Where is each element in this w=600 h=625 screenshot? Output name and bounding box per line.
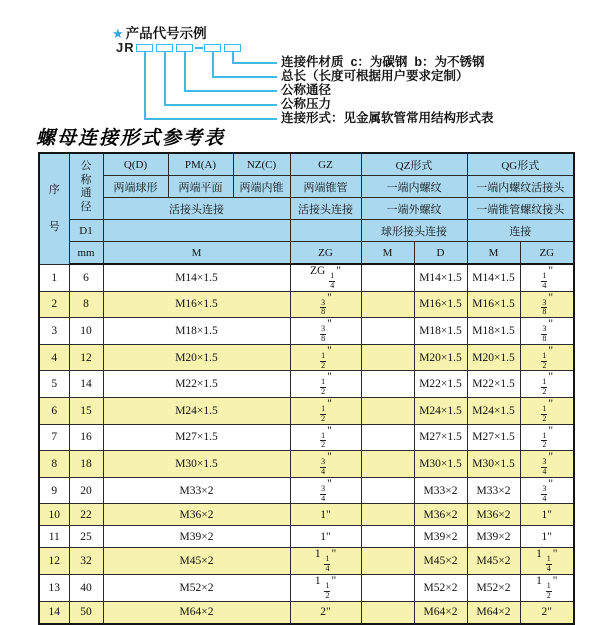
header-cell: 球形接头连接: [361, 220, 467, 242]
data-cell: 16: [69, 424, 103, 451]
header-cell: 两端球形: [103, 176, 168, 198]
header-cell: 公 称 通 径: [69, 153, 103, 220]
data-cell: M27×1.5: [467, 424, 520, 451]
data-cell: 12: [39, 548, 69, 575]
data-cell: M20×1.5: [467, 344, 520, 371]
data-cell: M27×1.5: [414, 424, 467, 451]
header-row: [39, 176, 574, 198]
header-cell: 连接: [467, 220, 574, 242]
data-cell: 6: [69, 264, 103, 291]
data-cell: [361, 574, 414, 601]
data-cell: M22×1.5: [103, 371, 290, 398]
data-cell: $\frac{1}{2}$ ": [520, 424, 574, 451]
header-row: [39, 153, 574, 176]
table-row: [39, 291, 574, 318]
data-cell: [361, 344, 414, 371]
data-cell: [361, 397, 414, 424]
header-row: [39, 220, 574, 242]
table-row: [39, 504, 574, 526]
data-cell: [361, 477, 414, 504]
data-cell: M45×2: [103, 548, 290, 575]
data-cell: M14×1.5: [467, 264, 520, 291]
data-cell: 1 $\frac{1}{2}$ ": [290, 574, 361, 601]
data-cell: 1 $\frac{1}{4}$ ": [290, 548, 361, 575]
data-cell: M14×1.5: [103, 264, 290, 291]
table-row: [39, 548, 574, 575]
header-cell: D: [414, 242, 467, 265]
data-cell: M64×2: [467, 601, 520, 624]
data-cell: 18: [69, 451, 103, 478]
data-cell: 6: [39, 397, 69, 424]
fraction: $\frac{1}{2}$: [321, 350, 326, 370]
diagram-label: 公称压力: [281, 97, 332, 111]
data-cell: 5: [39, 371, 69, 398]
table-row: [39, 451, 574, 478]
data-cell: M39×2: [467, 526, 520, 548]
data-cell: $\frac{1}{4}$ ": [520, 264, 574, 291]
data-cell: $\frac{3}{8}$ ": [290, 318, 361, 345]
table-row: [39, 601, 574, 624]
fraction: $\frac{1}{2}$: [542, 350, 547, 370]
fraction: $\frac{1}{2}$: [546, 580, 551, 600]
data-cell: 25: [69, 526, 103, 548]
connector-line-vertical: [232, 52, 234, 62]
data-cell: $\frac{1}{2}$ ": [290, 397, 361, 424]
header-cell: D1: [69, 220, 103, 242]
diagram-label: 连接形式：见金属软管常用结构形式表: [281, 111, 494, 125]
data-cell: 40: [69, 574, 103, 601]
data-cell: M52×2: [467, 574, 520, 601]
table-row: [39, 318, 574, 345]
data-cell: 12: [69, 344, 103, 371]
data-cell: [361, 548, 414, 575]
header-cell: [290, 220, 361, 242]
header-cell: 一端内螺纹: [361, 176, 467, 198]
data-cell: $\frac{1}{2}$ ": [290, 424, 361, 451]
header-cell: NZ(C): [233, 153, 290, 176]
data-cell: $\frac{3}{4}$ ": [520, 451, 574, 478]
data-cell: M36×2: [414, 504, 467, 526]
data-cell: M18×1.5: [414, 318, 467, 345]
fraction: $\frac{3}{4}$: [321, 457, 326, 476]
data-cell: M22×1.5: [467, 371, 520, 398]
data-cell: 3: [39, 318, 69, 345]
data-cell: 13: [39, 574, 69, 601]
table-row: [39, 526, 574, 548]
header-cell: 两端锥管: [290, 176, 361, 198]
data-cell: $\frac{3}{4}$ ": [290, 451, 361, 478]
connector-line-vertical: [184, 52, 186, 90]
data-cell: M36×2: [103, 504, 290, 526]
data-cell: 1 $\frac{1}{4}$ ": [520, 548, 574, 575]
data-cell: 1": [290, 504, 361, 526]
header-cell: QG形式: [467, 153, 574, 176]
data-cell: M18×1.5: [103, 318, 290, 345]
diagram-heading: [112, 22, 207, 42]
data-cell: M30×1.5: [467, 451, 520, 478]
data-cell: M36×2: [467, 504, 520, 526]
header-cell: QZ形式: [361, 153, 467, 176]
data-cell: M64×2: [103, 601, 290, 624]
header-cell: M: [467, 242, 520, 265]
data-cell: M33×2: [103, 477, 290, 504]
data-cell: $\frac{3}{4}$ ": [520, 477, 574, 504]
fraction: $\frac{1}{2}$: [321, 430, 326, 450]
fraction: $\frac{3}{8}$: [542, 297, 547, 317]
data-cell: $\frac{3}{8}$ ": [520, 318, 574, 345]
fraction: $\frac{1}{4}$: [325, 554, 330, 574]
data-cell: M20×1.5: [414, 344, 467, 371]
fraction: $\frac{3}{4}$: [542, 457, 547, 476]
fraction: $\frac{1}{2}$: [542, 377, 547, 397]
data-cell: 1": [290, 526, 361, 548]
diagram-label: 总长（长度可根据用户要求定制）: [281, 69, 469, 83]
data-cell: M39×2: [103, 526, 290, 548]
data-cell: [361, 264, 414, 291]
data-cell: 2": [520, 601, 574, 624]
fraction: $\frac{1}{4}$: [546, 554, 551, 574]
data-cell: M16×1.5: [467, 291, 520, 318]
data-cell: 14: [69, 371, 103, 398]
data-cell: M27×1.5: [103, 424, 290, 451]
header-cell: M: [361, 242, 414, 265]
data-cell: M24×1.5: [103, 397, 290, 424]
table-row: [39, 264, 574, 291]
data-cell: 10: [69, 318, 103, 345]
diagram-title: 产品代号示例: [125, 26, 207, 41]
fraction: $\frac{3}{4}$: [321, 483, 326, 503]
header-cell: Q(D): [103, 153, 168, 176]
data-cell: M24×1.5: [414, 397, 467, 424]
data-cell: $\frac{3}{4}$ ": [290, 477, 361, 504]
header-row: [39, 198, 574, 220]
data-cell: 11: [39, 526, 69, 548]
header-cell: ZG: [520, 242, 574, 265]
header-cell: GZ: [290, 153, 361, 176]
data-cell: ZG $\frac{1}{4}$ ": [290, 264, 361, 291]
fraction: $\frac{3}{4}$: [542, 483, 547, 503]
data-cell: M52×2: [414, 574, 467, 601]
data-cell: M39×2: [414, 526, 467, 548]
data-cell: $\frac{1}{2}$ ": [520, 371, 574, 398]
product-code-prefix: JR: [116, 40, 135, 55]
header-cell: M: [103, 242, 290, 265]
data-cell: 7: [39, 424, 69, 451]
data-cell: [361, 424, 414, 451]
data-cell: M33×2: [414, 477, 467, 504]
connector-line-horizontal: [184, 90, 277, 92]
code-box: [204, 44, 221, 52]
data-cell: M16×1.5: [103, 291, 290, 318]
data-cell: 20: [69, 477, 103, 504]
data-cell: [361, 291, 414, 318]
header-cell: 活接头连接: [290, 198, 361, 220]
data-cell: M30×1.5: [414, 451, 467, 478]
connector-line-horizontal: [164, 104, 277, 106]
table-title: 螺母连接形式参考表: [36, 127, 226, 149]
header-cell: 活接头连接: [103, 198, 290, 220]
data-cell: M33×2: [467, 477, 520, 504]
header-cell: 一端锥管螺纹接头: [467, 198, 574, 220]
connector-line-horizontal: [212, 76, 277, 78]
data-cell: M45×2: [467, 548, 520, 575]
data-cell: [361, 318, 414, 345]
table-row: [39, 397, 574, 424]
code-box: [176, 44, 193, 52]
header-cell: 一端外螺纹: [361, 198, 467, 220]
header-cell: 一端内螺纹活接头: [467, 176, 574, 198]
table-body: [39, 264, 574, 624]
table-row: [39, 574, 574, 601]
data-cell: $\frac{1}{2}$ ": [520, 344, 574, 371]
data-cell: M64×2: [414, 601, 467, 624]
code-box: [136, 44, 153, 52]
data-cell: 1": [520, 504, 574, 526]
data-cell: $\frac{3}{8}$ ": [520, 291, 574, 318]
data-cell: 2": [290, 601, 361, 624]
fraction: $\frac{3}{8}$: [321, 297, 326, 317]
data-cell: 9: [39, 477, 69, 504]
data-cell: 2: [39, 291, 69, 318]
table-row: [39, 477, 574, 504]
data-cell: [361, 451, 414, 478]
data-cell: $\frac{1}{2}$ ": [290, 371, 361, 398]
data-cell: 1 $\frac{1}{2}$ ": [520, 574, 574, 601]
header-cell: PM(A): [168, 153, 233, 176]
data-cell: 4: [39, 344, 69, 371]
diagram-label: 连接件材质 c：为碳钢 b：为不锈钢: [281, 55, 485, 69]
data-cell: [361, 504, 414, 526]
code-dash: [195, 47, 203, 49]
fraction: $\frac{1}{2}$: [542, 403, 547, 423]
table-row: [39, 424, 574, 451]
data-cell: 1: [39, 264, 69, 291]
fraction: $\frac{1}{2}$: [542, 430, 547, 450]
star-icon: ★: [112, 26, 124, 41]
data-cell: 1": [520, 526, 574, 548]
table-row: [39, 371, 574, 398]
table-header: [39, 153, 574, 264]
data-cell: M20×1.5: [103, 344, 290, 371]
data-cell: [361, 371, 414, 398]
code-box: [224, 44, 241, 52]
connector-line-vertical: [212, 52, 214, 76]
data-cell: 14: [39, 601, 69, 624]
header-cell: 序 号: [39, 153, 69, 264]
data-cell: M16×1.5: [414, 291, 467, 318]
data-cell: M52×2: [103, 574, 290, 601]
table-row: [39, 344, 574, 371]
data-cell: M30×1.5: [103, 451, 290, 478]
data-cell: 8: [39, 451, 69, 478]
data-cell: $\frac{3}{8}$ ": [290, 291, 361, 318]
data-cell: $\frac{1}{2}$ ": [290, 344, 361, 371]
diagram-label: 公称通径: [281, 83, 332, 97]
data-cell: [361, 526, 414, 548]
data-cell: M45×2: [414, 548, 467, 575]
reference-table: [38, 152, 575, 625]
fraction: $\frac{1}{4}$: [542, 271, 547, 290]
data-cell: 22: [69, 504, 103, 526]
header-cell: ZG: [290, 242, 361, 265]
fraction: $\frac{1}{2}$: [321, 377, 326, 397]
fraction: $\frac{1}{2}$: [325, 580, 330, 600]
data-cell: $\frac{1}{2}$ ": [520, 397, 574, 424]
data-cell: 32: [69, 548, 103, 575]
fraction: $\frac{1}{2}$: [321, 403, 326, 423]
data-cell: 10: [39, 504, 69, 526]
data-cell: [361, 601, 414, 624]
fraction: $\frac{1}{4}$: [330, 271, 335, 290]
data-cell: 50: [69, 601, 103, 624]
header-cell: [103, 220, 290, 242]
header-row: [39, 242, 574, 265]
header-cell: 两端平面: [168, 176, 233, 198]
connector-line-vertical: [144, 52, 146, 118]
data-cell: M14×1.5: [414, 264, 467, 291]
connector-line-horizontal: [144, 118, 277, 120]
code-box: [156, 44, 173, 52]
data-cell: 8: [69, 291, 103, 318]
fraction: $\frac{3}{8}$: [542, 324, 547, 343]
header-cell: 两端内锥: [233, 176, 290, 198]
fraction: $\frac{3}{8}$: [321, 324, 326, 343]
connector-line-horizontal: [232, 62, 277, 64]
data-cell: 15: [69, 397, 103, 424]
header-cell: mm: [69, 242, 103, 265]
data-cell: M24×1.5: [467, 397, 520, 424]
connector-line-vertical: [164, 52, 166, 104]
data-cell: M22×1.5: [414, 371, 467, 398]
data-cell: M18×1.5: [467, 318, 520, 345]
